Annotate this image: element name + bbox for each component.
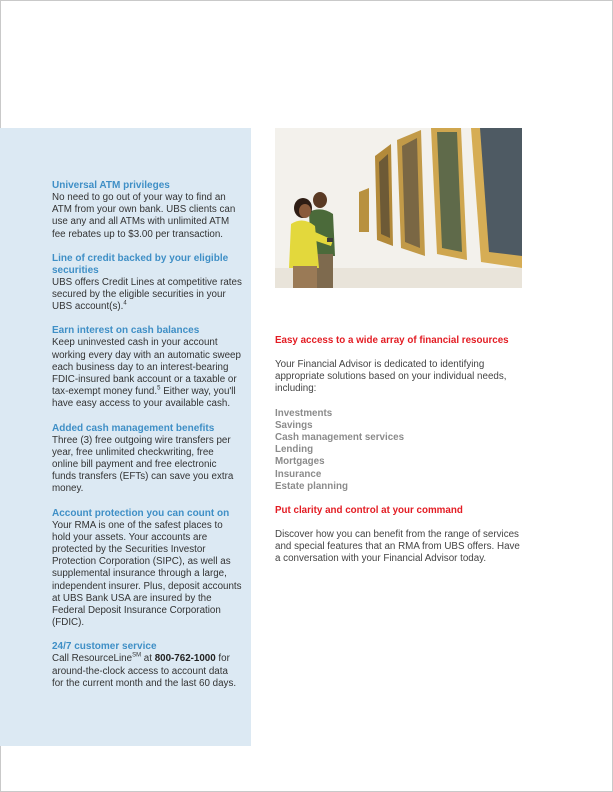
list-item: Investments xyxy=(275,407,333,419)
list-item: Cash management services xyxy=(275,432,405,444)
section-text: at xyxy=(141,653,155,665)
section-title: 24/7 customer service xyxy=(52,641,157,653)
section-body xyxy=(52,277,242,314)
section-customer-service xyxy=(52,641,242,690)
section-title: Earn interest on cash balances xyxy=(52,325,200,337)
section-title: Added cash management benefits xyxy=(52,422,215,434)
resources-list xyxy=(275,408,525,493)
section-title: Line of credit backed by your eligible securities xyxy=(52,252,229,276)
intro-paragraph: Your Financial Advisor is dedicated to identifying appropriate solutions based on your individual needs, including: xyxy=(275,359,507,395)
section-text: Keep uninvested cash in your account working every day with an automatic sweep each business day to an interest-bearing FDIC-insured bank account or a taxable or tax-exempt money fund. xyxy=(52,337,241,398)
footnote-marker: 5 xyxy=(157,385,161,392)
section-interest xyxy=(52,325,242,410)
closing-paragraph: Discover how you can benefit from the range of services and special features that an RMA from UBS offers. Have a conversation with your Financial Advisor today. xyxy=(275,529,520,565)
section-text: Call ResourceLine xyxy=(52,653,133,665)
section-credit-line xyxy=(52,253,242,314)
service-mark: SM xyxy=(132,653,142,660)
section-body: Your RMA is one of the safest places to hold your assets. Your accounts are protected by the Securities Investor Protection Corporation (SIPC), as well as supplemental insurance through a large, independent insurer. Plus, deposit accounts at UBS Bank USA are insured by the Federal Deposit Insurance Corporation (FDIC). xyxy=(52,519,242,629)
main-content xyxy=(275,335,525,566)
list-item: Mortgages xyxy=(275,456,325,468)
section-body: No need to go out of your way to find an ATM from your own bank. UBS clients can use any and all ATMs with unlimited ATM fee rebates up to $3.00 per transaction. xyxy=(52,192,236,240)
phone-number: 800-762-1000 xyxy=(154,653,216,665)
section-body xyxy=(52,337,242,410)
section-text: UBS offers Credit Lines at competitive rates secured by the eligible securities in your UBS account(s). xyxy=(52,276,242,313)
sidebar-content xyxy=(52,180,242,702)
section-title: Account protection you can count on xyxy=(52,507,230,519)
list-item: Savings xyxy=(275,419,313,431)
section-body: Three (3) free outgoing wire transfers per year, free unlimited checkwriting, free online bill payment and free electronic funds transfers (EFTs) can save you extra money. xyxy=(52,434,234,495)
list-item: Lending xyxy=(275,444,314,456)
section-protection xyxy=(52,508,242,630)
gallery-photo xyxy=(275,128,522,288)
heading-clarity: Put clarity and control at your command xyxy=(275,505,463,517)
list-item: Estate planning xyxy=(275,480,348,492)
footnote-marker: 4 xyxy=(123,300,127,307)
section-text-after: Either way, you'll have easy access to your available cash. xyxy=(52,386,236,410)
section-title: Universal ATM privileges xyxy=(52,180,170,191)
sidebar-panel xyxy=(0,128,251,746)
section-cash-benefits xyxy=(52,423,242,496)
section-atm xyxy=(52,180,242,241)
section-body xyxy=(52,653,242,690)
list-item: Insurance xyxy=(275,468,322,480)
section-text: for around-the-clock access to account data for the current month and the last 60 days. xyxy=(52,653,237,689)
heading-resources: Easy access to a wide array of financial resources xyxy=(275,335,509,346)
